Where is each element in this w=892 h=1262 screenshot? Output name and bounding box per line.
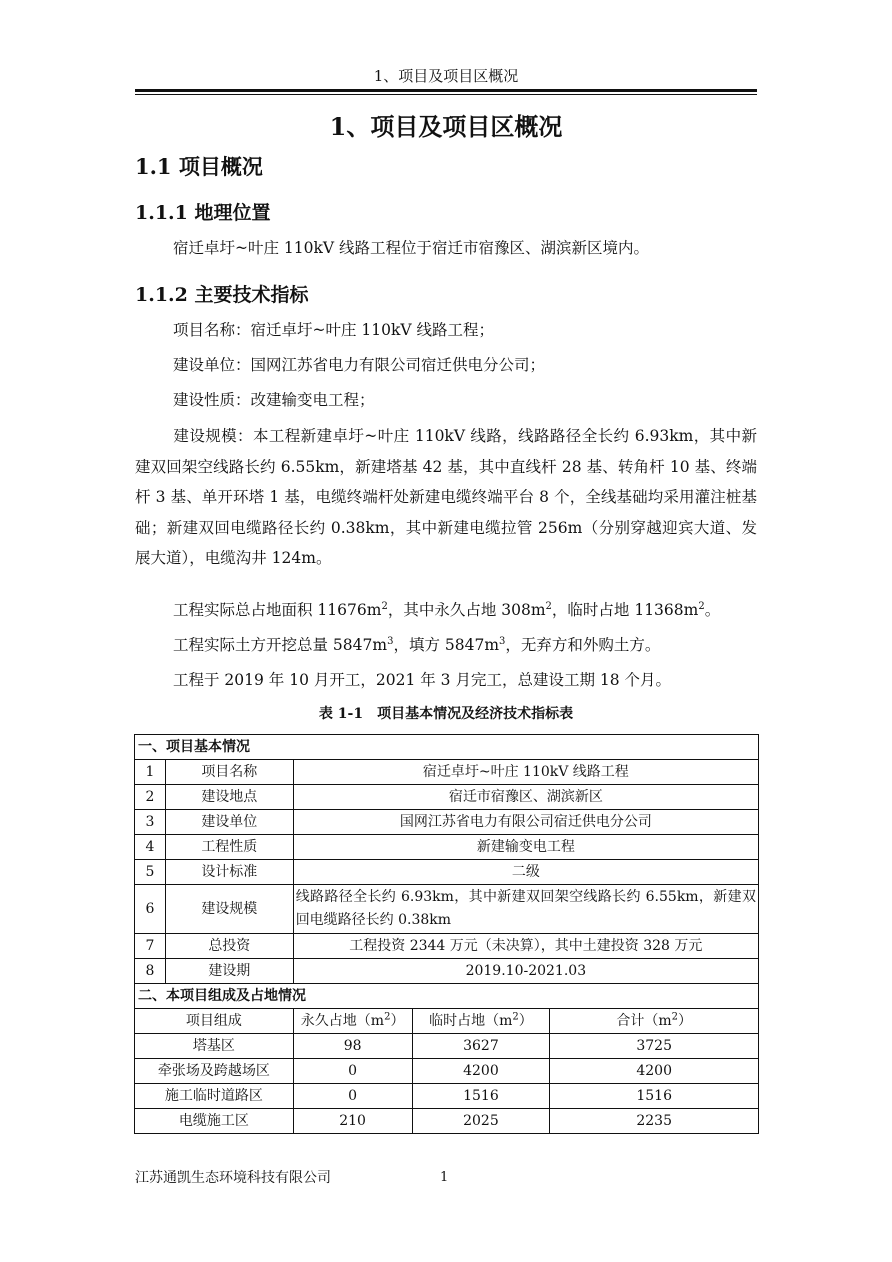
page-number: 1	[440, 1170, 449, 1185]
scale-paragraph	[135, 421, 757, 574]
header-rule-thin	[135, 94, 757, 95]
project-name-paragraph	[135, 315, 757, 345]
row-item: 建设期	[165, 959, 293, 984]
table-row	[135, 1034, 759, 1059]
table-row	[135, 885, 759, 934]
land-permanent: 210	[293, 1109, 412, 1134]
land-total: 1516	[550, 1084, 759, 1109]
row-value: 国网江苏省电力有限公司宿迁供电分公司	[293, 810, 758, 835]
superscript: 2	[545, 600, 552, 612]
row-item: 工程性质	[165, 835, 293, 860]
superscript: 2	[698, 600, 705, 612]
schedule-paragraph	[135, 665, 757, 695]
land-total: 2235	[550, 1109, 759, 1134]
table-header-row	[135, 1009, 759, 1034]
land-name: 牵张场及跨越场区	[135, 1059, 294, 1084]
table-row	[135, 835, 759, 860]
table-row	[135, 810, 759, 835]
row-item: 建设单位	[165, 810, 293, 835]
row-number: 4	[135, 835, 166, 860]
row-number: 5	[135, 860, 166, 885]
land-temporary: 4200	[412, 1059, 550, 1084]
superscript: 2	[381, 600, 388, 612]
land-permanent: 0	[293, 1084, 412, 1109]
location-paragraph	[135, 233, 757, 263]
row-number: 3	[135, 810, 166, 835]
land-area-text-c: ，临时占地 11368m	[551, 601, 699, 619]
row-item: 建设地点	[165, 785, 293, 810]
section-heading-1-1-2: 1.1.2 主要技术指标	[135, 284, 309, 306]
row-number: 2	[135, 785, 166, 810]
earthwork-text-b: ，填方 5847m	[393, 636, 500, 654]
row-value: 工程投资 2344 万元（未决算），其中土建投资 328 万元	[293, 934, 758, 959]
land-temporary: 1516	[412, 1084, 550, 1109]
land-total: 4200	[550, 1059, 759, 1084]
table-row	[135, 760, 759, 785]
section-label: 一、项目基本情况	[135, 735, 759, 760]
land-name: 电缆施工区	[135, 1109, 294, 1134]
row-value: 二级	[293, 860, 758, 885]
table-row	[135, 860, 759, 885]
scale-text: 建设规模：本工程新建卓圩~叶庄 110kV 线路，线路路径全长约 6.93km，其中新建双回架空线路长约 6.55km，新建塔基 42 基，其中直线杆 28 基、转角杆 10 基、终端杆 3 基、单开环塔 1 基，电缆终端杆处新建电缆终端平台 8 个，全线基础均采用灌注桩基础；新建双回电缆路径长约 0.38km，其中新建电缆拉管 256m（分别穿越迎宾大道、发展大道），电缆沟井 124m。	[135, 427, 757, 567]
land-name: 塔基区	[135, 1034, 294, 1059]
row-value: 宿迁卓圩~叶庄 110kV 线路工程	[293, 760, 758, 785]
project-info-table	[134, 734, 759, 1134]
table-row	[135, 1084, 759, 1109]
table-row	[135, 934, 759, 959]
row-value: 新建输变电工程	[293, 835, 758, 860]
table-section-row	[135, 984, 759, 1009]
section-heading-1-1-1: 1.1.1 地理位置	[135, 202, 271, 224]
header-permanent: 永久占地$(m^2)$	[293, 1009, 412, 1034]
header-rule-thick	[135, 89, 757, 92]
row-item: 总投资	[165, 934, 293, 959]
header-temporary: 临时占地$(m^2)$	[412, 1009, 550, 1034]
earthwork-text-c: ，无弃方和外购土方。	[505, 636, 661, 654]
row-value: 线路路径全长约 6.93km，其中新建双回架空线路长约 6.55km，新建双回电缆路径长约 0.38km	[293, 885, 758, 934]
land-permanent: 98	[293, 1034, 412, 1059]
section-heading-1-1: 1.1 项目概况	[135, 154, 263, 179]
table-row	[135, 1059, 759, 1084]
land-temporary: 3627	[412, 1034, 550, 1059]
builder-paragraph	[135, 350, 757, 380]
nature-text: 建设性质：改建输变电工程；	[173, 391, 375, 409]
land-total: 3725	[550, 1034, 759, 1059]
table-section-row	[135, 735, 759, 760]
earthwork-paragraph	[135, 630, 757, 660]
superscript: 3	[387, 635, 394, 647]
row-item: 建设规模	[165, 885, 293, 934]
running-header: 1、项目及项目区概况	[373, 67, 519, 85]
nature-paragraph	[135, 385, 757, 415]
row-value: 2019.10-2021.03	[293, 959, 758, 984]
project-name-text: 项目名称：宿迁卓圩~叶庄 110kV 线路工程；	[173, 321, 495, 339]
row-item: 项目名称	[165, 760, 293, 785]
land-name: 施工临时道路区	[135, 1084, 294, 1109]
superscript: 3	[499, 635, 506, 647]
footer-company: 江苏通凯生态环境科技有限公司	[135, 1170, 331, 1186]
section-label: 二、本项目组成及占地情况	[135, 984, 759, 1009]
row-number: 7	[135, 934, 166, 959]
land-area-text-a: 工程实际总占地面积 11676m	[173, 601, 382, 619]
location-text: 宿迁卓圩~叶庄 110kV 线路工程位于宿迁市宿豫区、湖滨新区境内。	[173, 239, 650, 257]
row-value: 宿迁市宿豫区、湖滨新区	[293, 785, 758, 810]
earthwork-text-a: 工程实际土方开挖总量 5847m	[173, 636, 388, 654]
land-area-paragraph	[135, 595, 757, 625]
header-composition: 项目组成	[135, 1009, 294, 1034]
land-area-text-b: ，其中永久占地 308m	[387, 601, 546, 619]
schedule-text: 工程于 2019 年 10 月开工，2021 年 3 月完工，总建设工期 18 个月。	[173, 671, 672, 689]
table-row	[135, 1109, 759, 1134]
row-item: 设计标准	[165, 860, 293, 885]
row-number: 1	[135, 760, 166, 785]
builder-text: 建设单位：国网江苏省电力有限公司宿迁供电分公司；	[173, 356, 546, 374]
table-caption: 表 1-1 项目基本情况及经济技术指标表	[318, 706, 574, 722]
chapter-title: 1、项目及项目区概况	[329, 112, 563, 141]
header-total: 合计$(m^2)$	[550, 1009, 759, 1034]
row-number: 6	[135, 885, 166, 934]
table-row	[135, 959, 759, 984]
land-area-text-d: 。	[704, 601, 721, 619]
land-temporary: 2025	[412, 1109, 550, 1134]
row-number: 8	[135, 959, 166, 984]
table-row	[135, 785, 759, 810]
land-permanent: 0	[293, 1059, 412, 1084]
